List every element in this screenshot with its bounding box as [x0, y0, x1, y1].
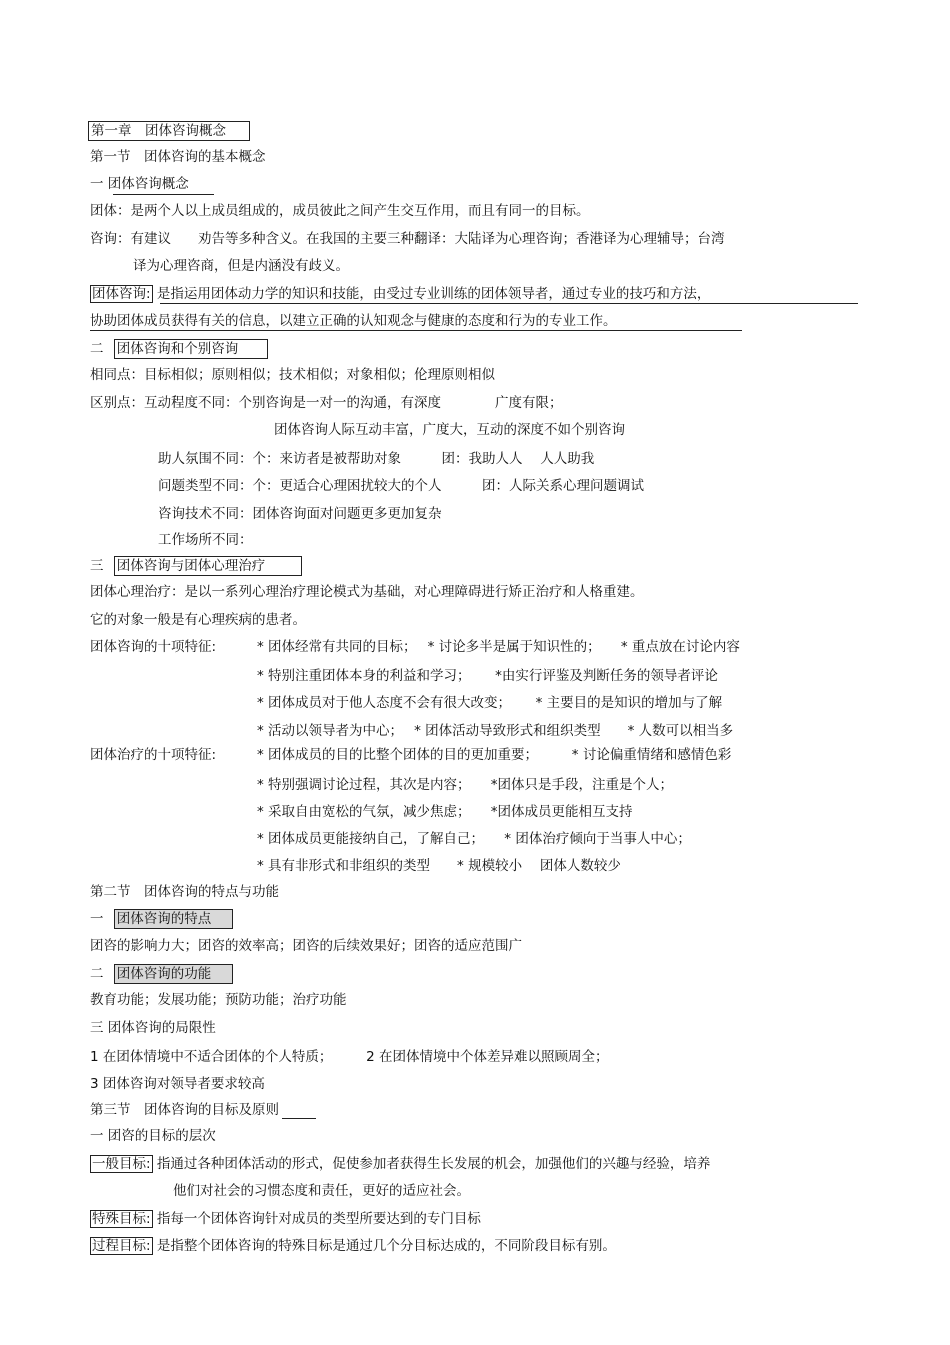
s2-part2-heading — [90, 964, 233, 982]
counsel-feature-1: * 团体经常有共同的目标； * 讨论多半是属于知识性的； * 重点放在讨论内容 — [257, 639, 740, 655]
s1-part3-heading — [90, 556, 302, 574]
limitation-line1: 1 在团体情境中不适合团体的个人特质； 2 在团体情境中个体差异难以照顾周全； — [90, 1049, 609, 1065]
goal-special-text: 指每一个团体咨询针对成员的类型所要达到的专门目标 — [156, 1211, 481, 1227]
section-3-title: 第三节 团体咨询的目标及原则 — [90, 1102, 279, 1118]
diff-line3: 助人氛围不同：个：来访者是被帮助对象 团：我助人人 人人助我 — [158, 451, 595, 467]
counsel-feature-2: * 特别注重团体本身的利益和学习； *由实行评鉴及判断任务的领导者评论 — [257, 668, 718, 684]
therapy-line2: 它的对象一般是有心理疾病的患者。 — [90, 612, 306, 628]
s2-part1-heading — [90, 909, 233, 927]
therapy-features-label: 团体治疗的十项特征: — [90, 747, 217, 763]
s1-part3-num: 三 — [90, 558, 104, 574]
s3-part1-title: 一 团咨的目标的层次 — [90, 1128, 216, 1144]
chapter-title-text: 第一章 团体咨询概念 — [91, 123, 226, 139]
therapy-line1: 团体心理治疗：是以一系列心理治疗理论模式为基础，对心理障碍进行矫正治疗和人格重建。 — [90, 584, 644, 600]
s1-part1-underline — [113, 194, 214, 195]
goal-process-line — [90, 1237, 616, 1255]
s2-part3-title: 三 团体咨询的局限性 — [90, 1020, 216, 1036]
def-zixun-line2: 译为心理咨商，但是内涵没有歧义。 — [133, 258, 349, 274]
def-tuanti-zixun-line1 — [90, 285, 710, 303]
def-tuanti-zixun-label: 团体咨询: — [92, 286, 151, 302]
therapy-feature-2: * 特别强调讨论过程，其次是内容； *团体只是手段，注重是个人； — [257, 777, 674, 793]
section-1-title: 第一节 团体咨询的基本概念 — [90, 149, 266, 165]
s1-part3-title: 团体咨询与团体心理治疗 — [114, 556, 302, 576]
diff-line6: 工作场所不同： — [158, 532, 253, 548]
s2-part2-text: 教育功能；发展功能；预防功能；治疗功能 — [90, 992, 347, 1008]
s1-part2-num: 二 — [90, 341, 104, 357]
therapy-feature-4: * 团体成员更能接纳自己，了解自己； * 团体治疗倾向于当事人中心； — [257, 831, 691, 847]
goal-general-line1 — [90, 1155, 710, 1173]
diff-line5: 咨询技术不同：团体咨询面对问题更多更加复杂 — [158, 506, 442, 522]
counsel-feature-3: * 团体成员对于他人态度不会有很大改变； * 主要目的是知识的增加与了解 — [257, 695, 723, 711]
s1-part2-title: 团体咨询和个别咨询 — [114, 339, 268, 359]
goal-general-text1: 指通过各种团体活动的形式，促使参加者获得生长发展的机会，加强他们的兴趣与经验，培养 — [156, 1156, 711, 1172]
same-points: 相同点：目标相似；原则相似；技术相似；对象相似；伦理原则相似 — [90, 367, 495, 383]
s2-part1-num: 一 — [90, 911, 104, 927]
therapy-feature-3: * 采取自由宽松的气氛，减少焦虑； *团体成员更能相互支持 — [257, 804, 633, 820]
goal-special-line — [90, 1210, 481, 1228]
def-tuanti-zixun-line2: 协助团体成员获得有关的信息，以建立正确的认知观念与健康的态度和行为的专业工作。 — [90, 313, 617, 329]
s2-part2-title: 团体咨询的功能 — [114, 964, 233, 984]
chapter-title — [88, 121, 250, 141]
s1-part2-heading — [90, 339, 268, 357]
diff-line2: 团体咨询人际互动丰富，广度大，互动的深度不如个别咨询 — [274, 422, 625, 438]
s2-part1-title: 团体咨询的特点 — [114, 909, 233, 929]
def-tuanti: 团体：是两个人以上成员组成的，成员彼此之间产生交互作用，而且有同一的目标。 — [90, 203, 590, 219]
goal-general-line2: 他们对社会的习惯态度和责任，更好的适应社会。 — [173, 1183, 470, 1199]
therapy-feature-1: * 团体成员的目的比整个团体的目的更加重要； * 讨论偏重情绪和感情色彩 — [257, 747, 732, 763]
section-3-underline — [282, 1118, 316, 1119]
therapy-feature-5: * 具有非形式和非组织的类型 * 规模较小 团体人数较少 — [257, 858, 621, 874]
goal-process-label: 过程目标: — [92, 1238, 151, 1254]
diff-line1: 区别点：互动程度不同：个别咨询是一对一的沟通，有深度 广度有限； — [90, 395, 563, 411]
diff-line4: 问题类型不同：个：更适合心理困扰较大的个人 团：人际关系心理问题调试 — [158, 478, 644, 494]
s2-part1-text: 团咨的影响力大；团咨的效率高；团咨的后续效果好；团咨的适应范围广 — [90, 938, 522, 954]
def-line1-underline — [160, 303, 858, 304]
def-tuanti-zixun-text1: 是指运用团体动力学的知识和技能，由受过专业训练的团体领导者，通过专业的技巧和方法， — [156, 286, 711, 302]
section-2-title: 第二节 团体咨询的特点与功能 — [90, 884, 279, 900]
counsel-features-label: 团体咨询的十项特征: — [90, 639, 217, 655]
s1-part1-title: 一 团体咨询概念 — [90, 176, 189, 192]
goal-general-label: 一般目标: — [92, 1156, 151, 1172]
def-zixun-line1: 咨询：有建议 劝告等多种含义。在我国的主要三种翻译：大陆译为心理咨询；香港译为心理辅导；台湾 — [90, 231, 725, 247]
counsel-feature-4: * 活动以领导者为中心； * 团体活动导致形式和组织类型 * 人数可以相当多 — [257, 723, 734, 739]
goal-process-text: 是指整个团体咨询的特殊目标是通过几个分目标达成的，不同阶段目标有别。 — [156, 1238, 616, 1254]
s2-part2-num: 二 — [90, 966, 104, 982]
limitation-line2: 3 团体咨询对领导者要求较高 — [90, 1076, 265, 1092]
def-line2-underline — [90, 330, 742, 331]
goal-special-label: 特殊目标: — [92, 1211, 151, 1227]
